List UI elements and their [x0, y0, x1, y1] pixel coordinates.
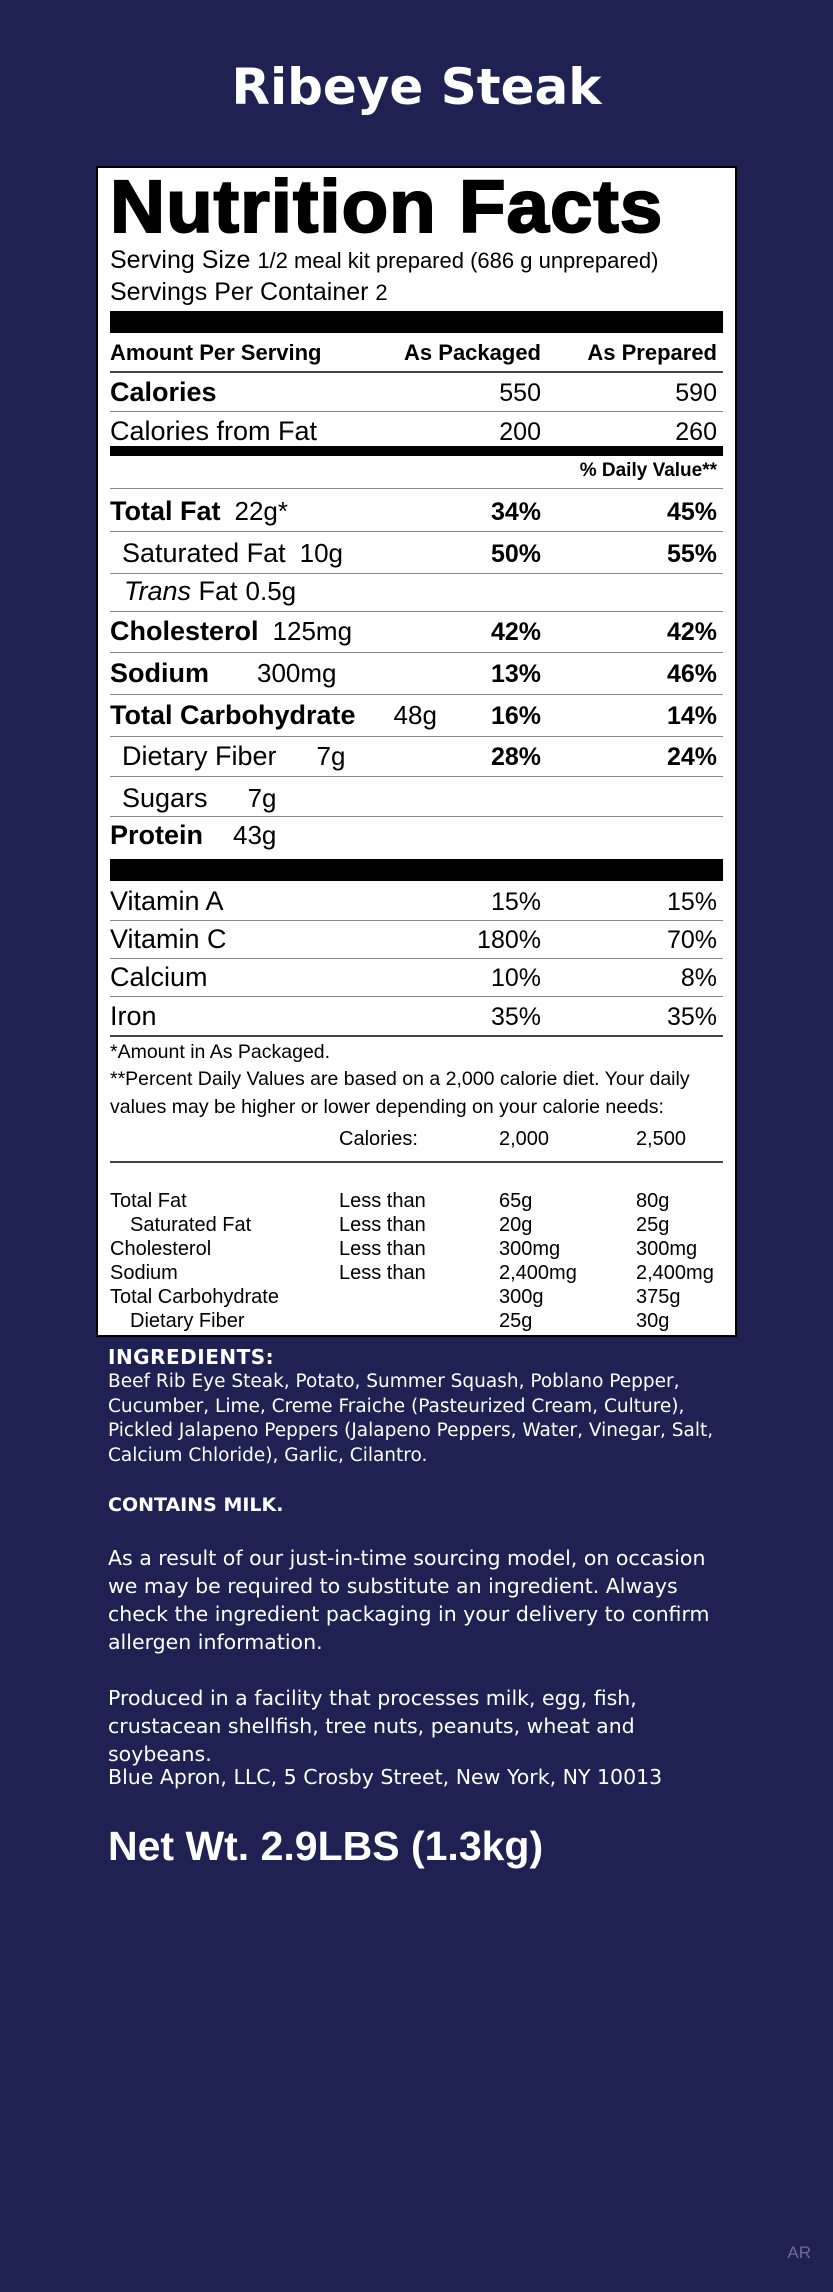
- servings-per-container-value: 2: [375, 280, 388, 305]
- calories-from-fat-prepared: 260: [675, 418, 717, 446]
- net-weight: Net Wt. 2.9LBS (1.3kg): [108, 1823, 544, 1869]
- footnote-amount: *Amount in As Packaged.: [110, 1041, 331, 1063]
- nutrient-packaged-dv: 13%: [490, 660, 541, 688]
- nutrition-facts-title: Nutrition Facts: [110, 165, 664, 248]
- dv-value-2500: 30g: [636, 1310, 670, 1332]
- nutrient-row-total-fat: [110, 491, 723, 531]
- vitamin-label: Iron: [110, 1001, 157, 1031]
- nutrient-amount: 48g: [393, 700, 437, 730]
- dv-table-row: [110, 1286, 723, 1310]
- nutrient-label: Protein: [110, 820, 204, 850]
- nutrient-label: Dietary Fiber: [122, 741, 277, 771]
- nutrient-row-sodium: [110, 653, 723, 693]
- ingredients-heading: INGREDIENTS:: [108, 1345, 275, 1369]
- dv-value-2500: 25g: [636, 1214, 670, 1236]
- vitamin-prepared-dv: 8%: [680, 964, 717, 992]
- nutrient-label: Total Fat: [110, 496, 221, 526]
- dv-value-2000: 20g: [499, 1214, 533, 1236]
- dv-condition: Less than: [339, 1190, 426, 1212]
- dv-value-2500: 80g: [636, 1190, 670, 1212]
- vitamin-label: Calcium: [110, 962, 208, 992]
- dv-value-2000: 300g: [499, 1286, 544, 1308]
- dv-nutrient-name: Sodium: [110, 1262, 178, 1284]
- servings-per-container: [110, 278, 388, 307]
- calories-from-fat-row: [110, 411, 723, 451]
- thick-divider: [110, 859, 723, 881]
- calories-header-label: Calories:: [339, 1128, 418, 1150]
- calories-prepared: 590: [675, 379, 717, 407]
- nutrient-packaged-dv: 34%: [490, 498, 541, 526]
- vitamin-row: [110, 919, 723, 959]
- serving-size-value: 1/2 meal kit prepared (686 g unprepared): [257, 248, 659, 273]
- nutrient-row-saturated-fat: [110, 533, 723, 573]
- nutrient-prepared-dv: 24%: [666, 743, 717, 771]
- dv-value-2500: 375g: [636, 1286, 681, 1308]
- vitamin-label: Vitamin A: [110, 886, 224, 916]
- nutrient-row-dietary-fiber: [110, 736, 723, 776]
- vitamin-prepared-dv: 15%: [666, 888, 717, 916]
- nutrient-amount: 43g: [233, 820, 277, 850]
- vitamin-packaged-dv: 180%: [477, 926, 541, 954]
- dv-condition: Less than: [339, 1262, 426, 1284]
- as-prepared-header: As Prepared: [587, 340, 717, 365]
- nutrient-amount: 10g: [299, 538, 343, 568]
- nutrient-label: Cholesterol: [110, 616, 259, 646]
- vitamin-row: [110, 996, 723, 1036]
- nutrient-row-sugars: [110, 778, 723, 818]
- servings-per-container-label: Servings Per Container: [110, 278, 369, 306]
- dv-table-row: [110, 1190, 723, 1214]
- vitamin-prepared-dv: 70%: [666, 926, 717, 954]
- dv-nutrient-name: Total Fat: [110, 1190, 187, 1212]
- vitamin-prepared-dv: 35%: [666, 1003, 717, 1031]
- dv-value-2500: 2,400mg: [636, 1262, 714, 1284]
- nutrient-amount: 22g*: [234, 496, 288, 526]
- dv-value-2500: 300mg: [636, 1238, 698, 1260]
- nutrient-prepared-dv: 55%: [666, 540, 717, 568]
- calories-from-fat-label: Calories from Fat: [110, 416, 318, 446]
- nutrient-amount: 125mg: [272, 616, 353, 646]
- nutrient-row-cholesterol: [110, 611, 723, 651]
- vitamin-packaged-dv: 10%: [490, 964, 541, 992]
- nutrient-packaged-dv: 42%: [490, 618, 541, 646]
- nutrient-label: Fat: [191, 576, 238, 606]
- nutrient-row-protein: [110, 815, 723, 855]
- nutrient-row-total-carbohydrate: [110, 695, 723, 735]
- nutrient-label: Total Carbohydrate: [110, 700, 356, 730]
- dv-nutrient-name: Total Carbohydrate: [110, 1286, 279, 1308]
- calories-from-fat-packaged: 200: [499, 418, 541, 446]
- dv-value-2000: 300mg: [499, 1238, 561, 1260]
- calories-2500: 2,500: [636, 1128, 687, 1150]
- serving-size: [110, 246, 658, 275]
- nutrient-prepared-dv: 14%: [666, 702, 717, 730]
- nutrient-packaged-dv: 16%: [490, 702, 541, 730]
- dv-nutrient-name: Cholesterol: [110, 1238, 212, 1260]
- nutrient-amount: 0.5g: [245, 576, 297, 606]
- dv-condition: Less than: [339, 1238, 426, 1260]
- vitamin-packaged-dv: 15%: [490, 888, 541, 916]
- dv-nutrient-name: Dietary Fiber: [130, 1310, 245, 1332]
- dv-table-row: [110, 1310, 723, 1334]
- medium-divider: [110, 446, 723, 456]
- vitamin-label: Vitamin C: [110, 924, 227, 954]
- footnote-daily-values: **Percent Daily Values are based on a 2,000 calorie diet. Your daily values may be higher or lower depending on your calorie needs:: [110, 1068, 690, 1118]
- dv-value-2000: 65g: [499, 1190, 533, 1212]
- sourcing-note: As a result of our just-in-time sourcing model, on occasion we may be required to substitute an ingredient. Always check the ingredient packaging in your delivery to confirm allergen information.: [108, 1546, 710, 1654]
- nutrient-label-italic: Trans: [124, 576, 192, 606]
- amount-per-serving-label: Amount Per Serving: [110, 340, 322, 365]
- dv-table-row: [110, 1262, 723, 1286]
- product-title: Ribeye Steak: [231, 58, 602, 116]
- thick-divider: [110, 311, 723, 333]
- nutrient-row-trans-fat: [110, 571, 723, 611]
- dv-condition: Less than: [339, 1214, 426, 1236]
- nutrient-prepared-dv: 46%: [666, 660, 717, 688]
- facility-note: Produced in a facility that processes milk, egg, fish, crustacean shellfish, tree nuts, peanuts, wheat and soybeans.: [108, 1686, 637, 1766]
- vitamin-packaged-dv: 35%: [490, 1003, 541, 1031]
- calories-row: [110, 372, 723, 412]
- calories-header-row: [110, 1128, 723, 1152]
- nutrient-prepared-dv: 42%: [666, 618, 717, 646]
- nutrient-amount: 7g: [247, 783, 277, 813]
- dv-value-2000: 2,400mg: [499, 1262, 577, 1284]
- company-address: Blue Apron, LLC, 5 Crosby Street, New York, NY 10013: [108, 1765, 663, 1789]
- allergen-statement: CONTAINS MILK.: [108, 1494, 284, 1516]
- calories-2000: 2,000: [499, 1128, 550, 1150]
- nutrient-label: Saturated Fat: [122, 538, 286, 568]
- divider: [110, 1161, 723, 1163]
- serving-size-label: Serving Size: [110, 246, 251, 274]
- nutrient-label: Sodium: [110, 658, 209, 688]
- nutrient-packaged-dv: 28%: [490, 743, 541, 771]
- ingredients-text: Beef Rib Eye Steak, Potato, Summer Squash, Poblano Pepper, Cucumber, Lime, Creme Fraiche (Pasteurized Cream, Culture), Pickled Jalapeno Peppers (Jalapeno Peppers, Water, Vinegar, Salt, Calcium Chloride), Garlic, Cilantro.: [108, 1371, 714, 1466]
- nutrient-amount: 7g: [316, 741, 346, 771]
- divider: [110, 776, 723, 777]
- dv-value-2000: 25g: [499, 1310, 533, 1332]
- nutrient-label: Sugars: [122, 783, 208, 813]
- initials-mark: AR: [787, 2243, 811, 2262]
- calories-label: Calories: [110, 377, 217, 407]
- amount-header-row: [110, 334, 723, 370]
- daily-value-header: % Daily Value**: [579, 460, 717, 481]
- nutrient-packaged-dv: 50%: [490, 540, 541, 568]
- vitamin-row: [110, 881, 723, 921]
- divider: [110, 488, 723, 489]
- dv-nutrient-name: Saturated Fat: [130, 1214, 252, 1236]
- divider: [110, 531, 723, 532]
- dv-table-row: [110, 1214, 723, 1238]
- vitamin-row: [110, 957, 723, 997]
- calories-packaged: 550: [499, 379, 541, 407]
- dv-table-row: [110, 1238, 723, 1262]
- nutrition-facts-panel: [96, 166, 737, 1337]
- nutrient-amount: 300mg: [257, 658, 337, 688]
- nutrient-prepared-dv: 45%: [666, 498, 717, 526]
- divider: [110, 1035, 723, 1037]
- as-packaged-header: As Packaged: [404, 340, 541, 365]
